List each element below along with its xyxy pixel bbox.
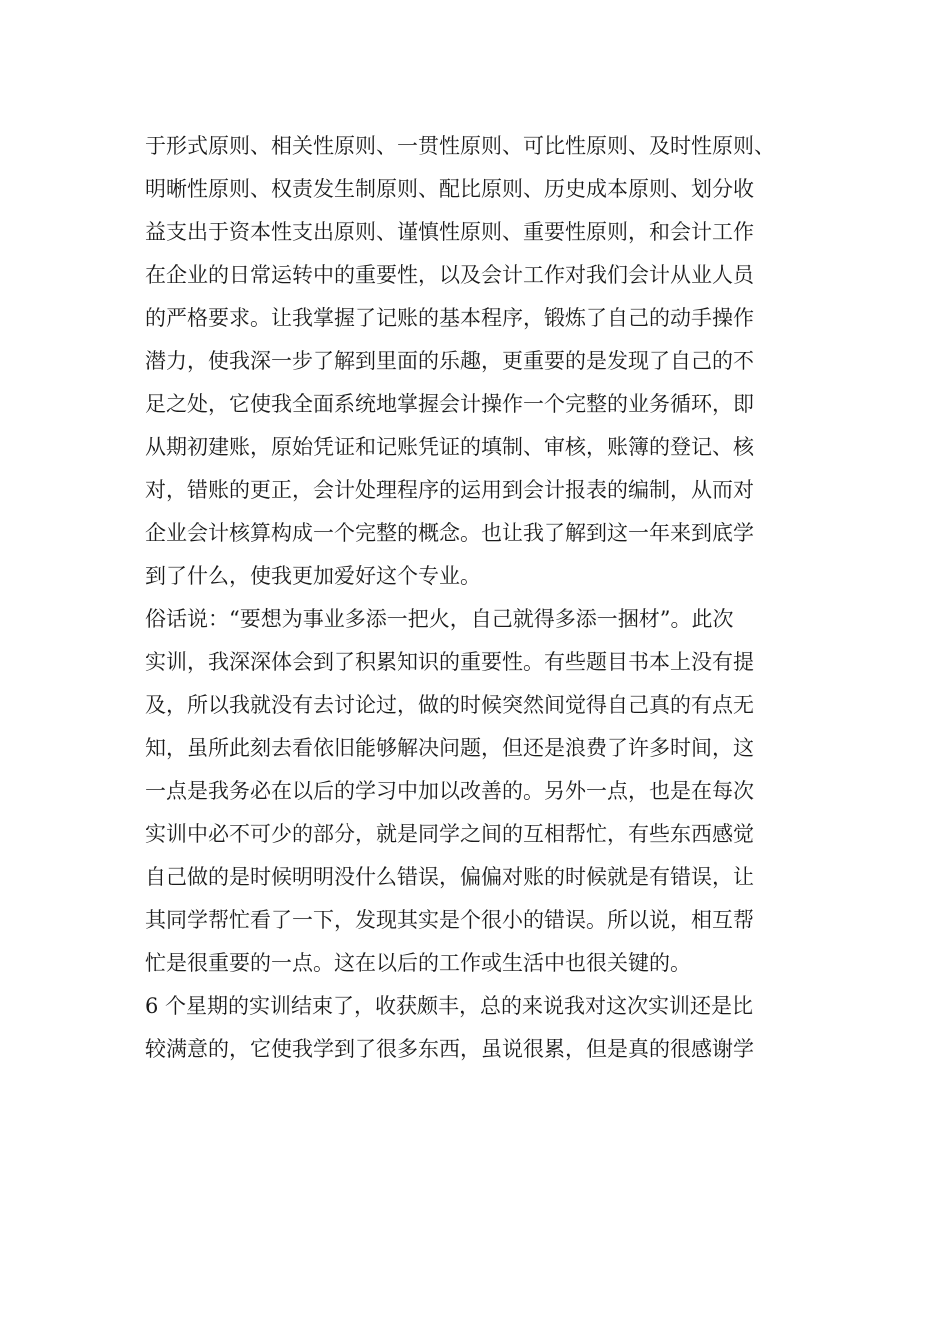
text-line: 及，所以我就没有去讨论过，做的时候突然间觉得自己真的有点无 bbox=[145, 693, 754, 717]
text-line: 其同学帮忙看了一下，发现其实是个很小的错误。所以说，相互帮 bbox=[145, 908, 754, 932]
text-line: 忙是很重要的一点。这在以后的工作或生活中也很关键的。 bbox=[145, 951, 691, 975]
text-line: 到了什么，使我更加爱好这个专业。 bbox=[145, 564, 481, 588]
document-body bbox=[145, 125, 825, 1071]
text-line: 明晰性原则、权责发生制原则、配比原则、历史成本原则、划分收 bbox=[145, 177, 754, 201]
text-line: 较满意的，它使我学到了很多东西，虽说很累，但是真的很感谢学 bbox=[145, 1037, 754, 1061]
text-line: 实训中必不可少的部分，就是同学之间的互相帮忙，有些东西感觉 bbox=[145, 822, 754, 846]
text-line: 对，错账的更正，会计处理程序的运用到会计报表的编制，从而对 bbox=[145, 478, 754, 502]
text-line: 益支出于资本性支出原则、谨慎性原则、重要性原则，和会计工作 bbox=[145, 220, 754, 244]
text-line: 足之处，它使我全面系统地掌握会计操作一个完整的业务循环，即 bbox=[145, 392, 754, 416]
text-line: 潜力，使我深一步了解到里面的乐趣，更重要的是发现了自己的不 bbox=[145, 349, 754, 373]
text-line: 一点是我务必在以后的学习中加以改善的。另外一点，也是在每次 bbox=[145, 779, 754, 803]
text-line: 的严格要求。让我掌握了记账的基本程序，锻炼了自己的动手操作 bbox=[145, 306, 754, 330]
text-line: 从期初建账，原始凭证和记账凭证的填制、审核，账簿的登记、核 bbox=[145, 435, 754, 459]
text-line: 在企业的日常运转中的重要性，以及会计工作对我们会计从业人员 bbox=[145, 263, 754, 287]
text-line: 企业会计核算构成一个完整的概念。也让我了解到这一年来到底学 bbox=[145, 521, 754, 545]
text-line: 6 个星期的实训结束了，收获颇丰，总的来说我对这次实训还是比 bbox=[145, 994, 754, 1018]
text-line: 俗话说：“要想为事业多添一把火，自己就得多添一捆材”。此次 bbox=[145, 607, 734, 631]
text-line: 自己做的是时候明明没什么错误，偏偏对账的时候就是有错误，让 bbox=[145, 865, 754, 889]
text-line: 于形式原则、相关性原则、一贯性原则、可比性原则、及时性原则、 bbox=[145, 134, 775, 158]
text-line: 知，虽所此刻去看依旧能够解决问题，但还是浪费了许多时间，这 bbox=[145, 736, 754, 760]
text-line: 实训，我深深体会到了积累知识的重要性。有些题目书本上没有提 bbox=[145, 650, 754, 674]
